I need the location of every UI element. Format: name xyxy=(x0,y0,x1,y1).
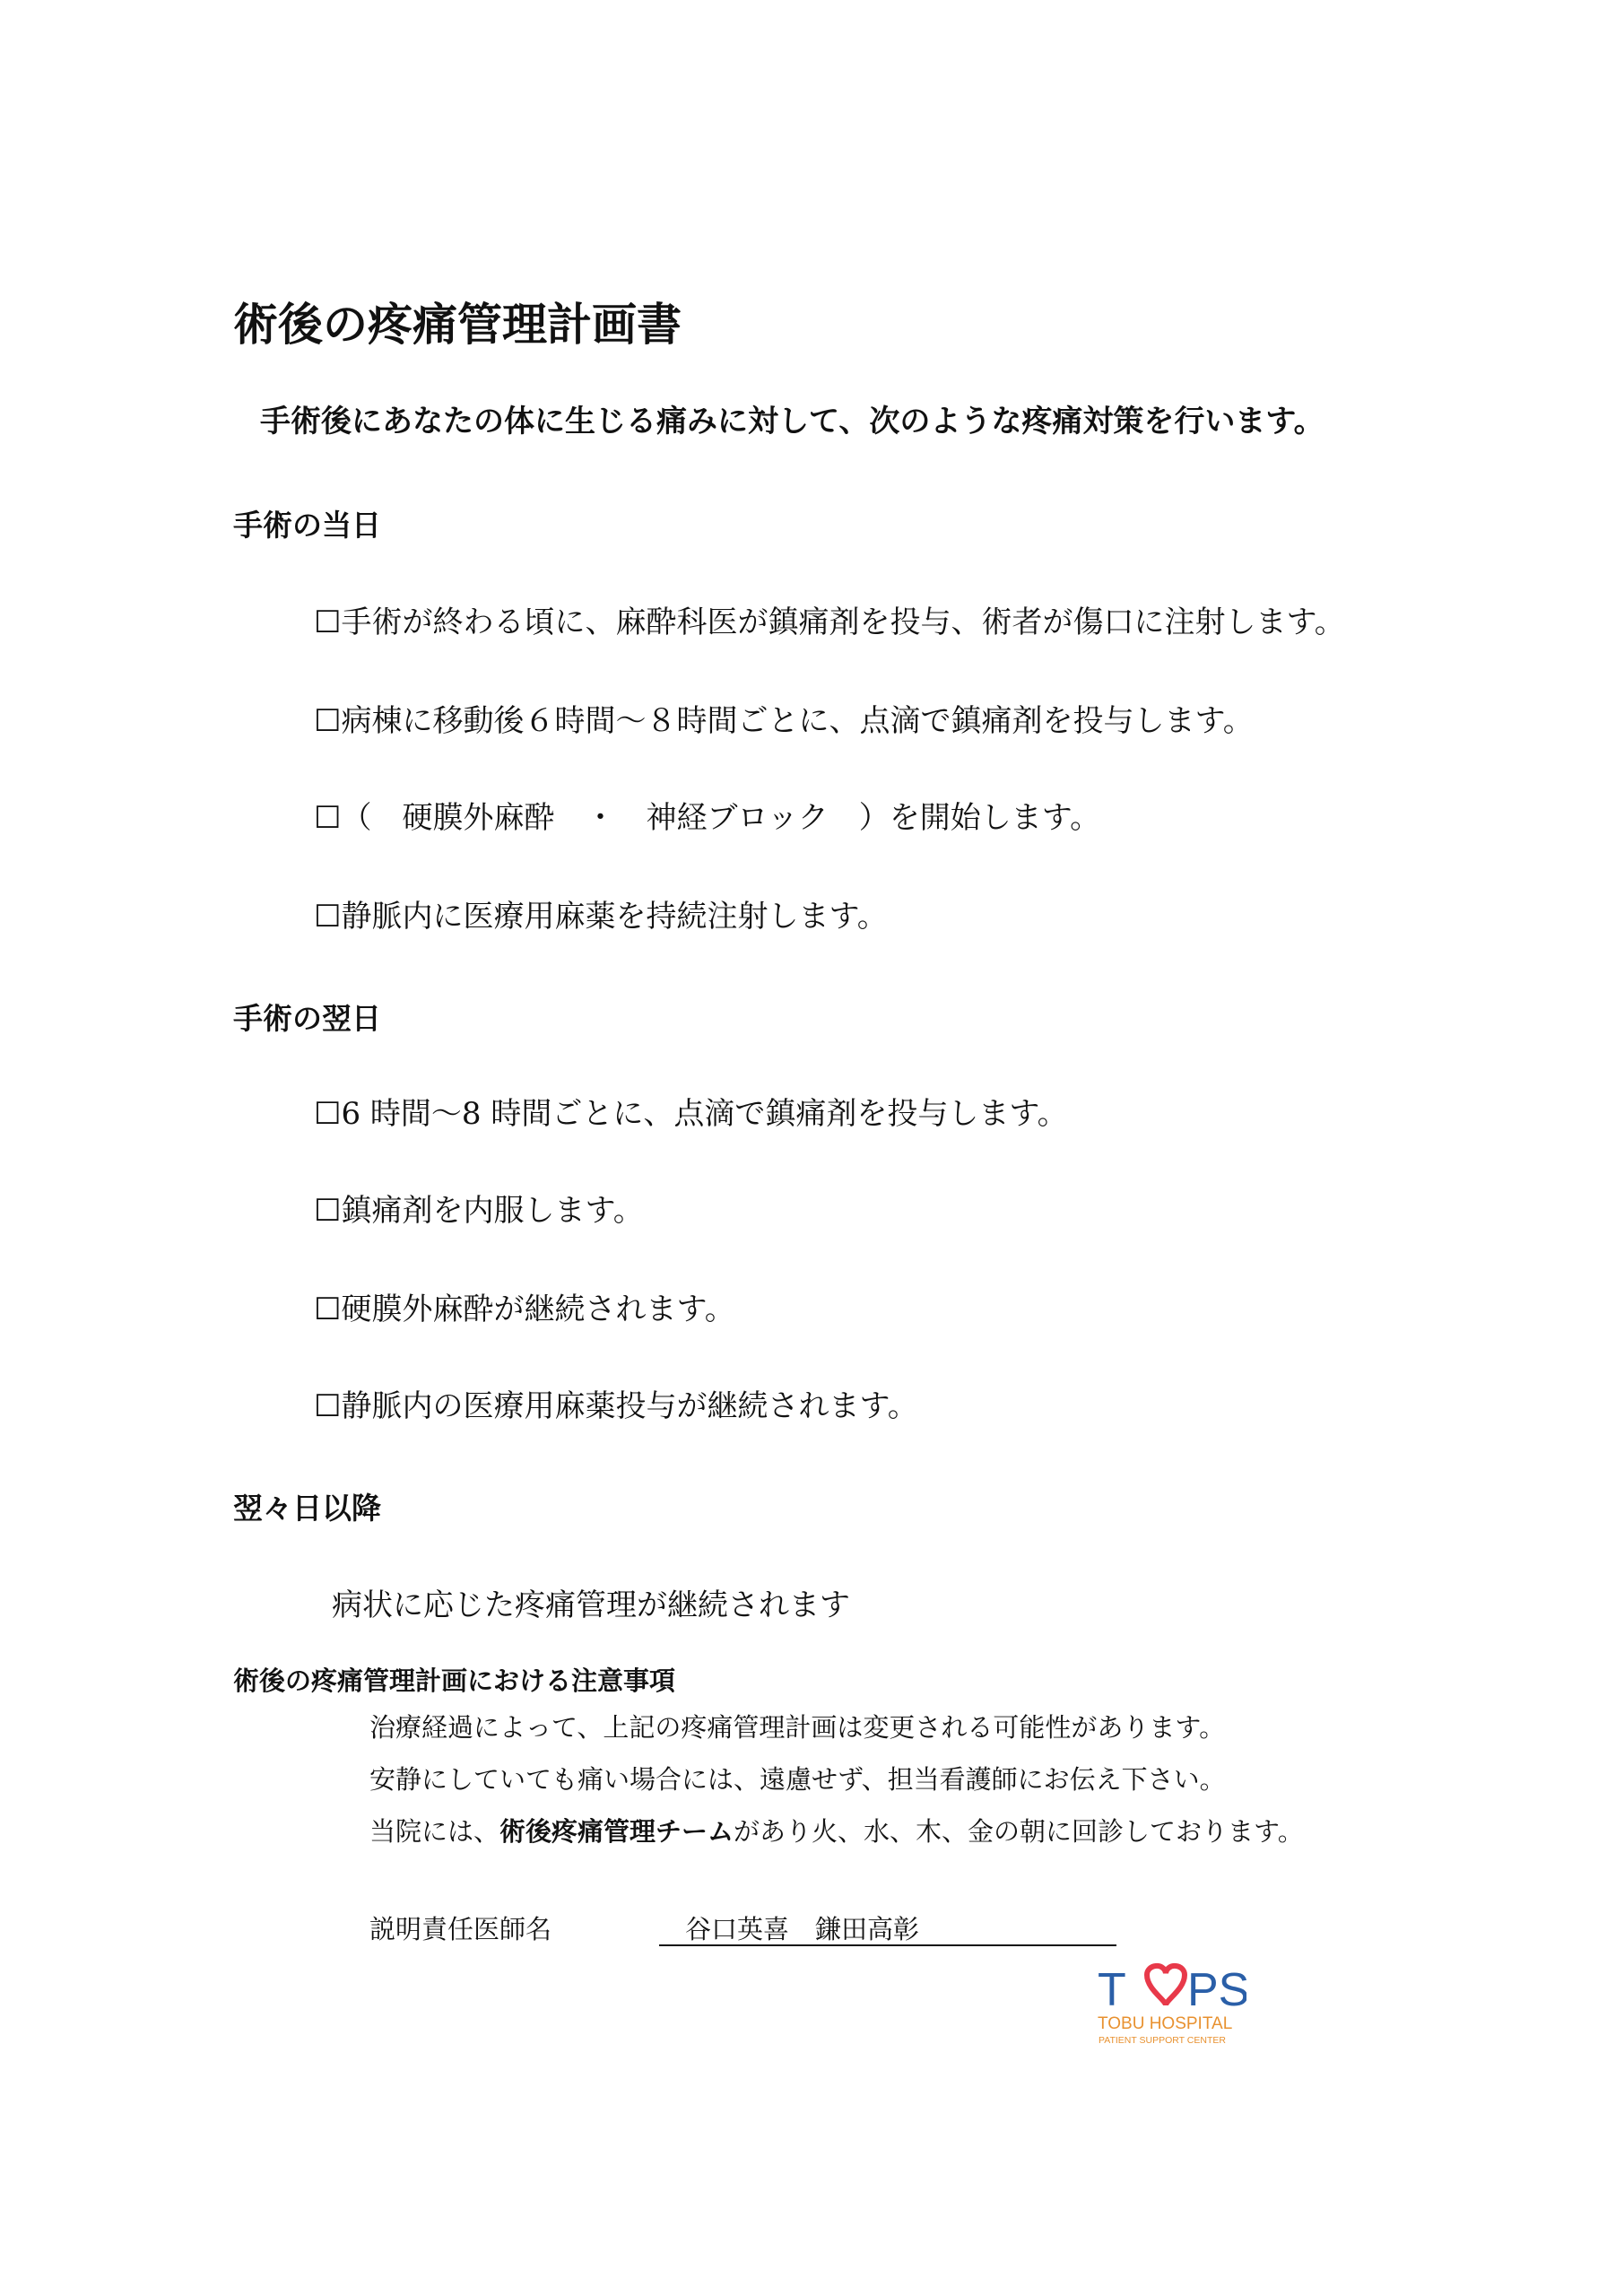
logo-hospital-name: TOBU HOSPITAL xyxy=(1098,2014,1233,2033)
signature-label: 説明責任医師名 xyxy=(369,1914,552,1944)
checkbox-item-label: 鎮痛剤を内服します。 xyxy=(341,1193,644,1229)
checkbox-icon[interactable]: ☐ xyxy=(314,800,342,836)
checkbox-item[interactable] xyxy=(314,793,1100,837)
checkbox-item[interactable] xyxy=(314,891,888,935)
tops-logo xyxy=(1098,1959,1246,2048)
checkbox-item-label: 手術が終わる頃に、麻酔科医が鎮痛剤を投与、術者が傷口に注射します。 xyxy=(341,604,1345,640)
checkbox-icon[interactable]: ☐ xyxy=(314,1292,342,1327)
heart-icon xyxy=(1147,1966,1185,2005)
checkbox-item-label: 病棟に移動後６時間〜８時間ごとに、点滴で鎮痛剤を投与します。 xyxy=(341,703,1254,739)
checkbox-item-label: 静脈内に医療用麻薬を持続注射します。 xyxy=(341,899,888,935)
checkbox-icon[interactable]: ☐ xyxy=(314,703,342,739)
signature-underline xyxy=(659,1944,1116,1946)
note-team-suffix: があり火、水、木、金の朝に回診しております。 xyxy=(734,1816,1304,1847)
signature-names: 谷口英喜 鎌田高彰 xyxy=(685,1914,920,1944)
note-line: 安静にしていても痛い場合には、遠慮せず、担当看護師にお伝え下さい。 xyxy=(369,1764,1226,1795)
logo-center-name: PATIENT SUPPORT CENTER xyxy=(1099,2035,1226,2046)
checkbox-item[interactable] xyxy=(314,597,1345,641)
checkbox-item-label: 硬膜外麻酔が継続されます。 xyxy=(341,1292,735,1327)
checkbox-item[interactable] xyxy=(314,1186,644,1230)
checkbox-item-label: （ 硬膜外麻酔 ・ 神経ブロック ）を開始します。 xyxy=(341,800,1101,836)
note-team-name: 術後疼痛管理チーム xyxy=(499,1816,734,1847)
section-heading-day-after-surgery: 手術の翌日 xyxy=(233,1001,381,1036)
section-heading-day-of-surgery: 手術の当日 xyxy=(233,508,381,543)
checkbox-icon[interactable]: ☐ xyxy=(314,604,342,640)
checkbox-item[interactable] xyxy=(314,1381,918,1425)
note-line: 治療経過によって、上記の疼痛管理計画は変更される可能性があります。 xyxy=(369,1712,1226,1743)
checkbox-item[interactable] xyxy=(314,1284,735,1328)
section-heading-two-days-after: 翌々日以降 xyxy=(233,1491,381,1526)
checkbox-icon[interactable]: ☐ xyxy=(314,899,342,935)
checkbox-icon[interactable]: ☐ xyxy=(314,1193,342,1229)
continued-management-text: 病状に応じた疼痛管理が継続されます xyxy=(332,1587,850,1623)
intro-text: 手術後にあなたの体に生じる痛みに対して、次のような疼痛対策を行います。 xyxy=(260,404,1324,439)
checkbox-item[interactable] xyxy=(314,1089,1068,1133)
checkbox-item[interactable] xyxy=(314,696,1254,740)
checkbox-icon[interactable]: ☐ xyxy=(314,1388,342,1424)
note-line-team xyxy=(369,1812,1304,1848)
tops-logo-graphic xyxy=(1098,1959,1246,2048)
logo-letter-t: T xyxy=(1098,1964,1126,2016)
page-title: 術後の疼痛管理計画書 xyxy=(233,299,682,351)
logo-letters-ps: PS xyxy=(1187,1964,1246,2016)
note-team-prefix: 当院には、 xyxy=(369,1816,500,1847)
checkbox-item-label: 静脈内の医療用麻薬投与が継続されます。 xyxy=(341,1388,918,1424)
checkbox-item-label: 6 時間〜8 時間ごとに、点滴で鎮痛剤を投与します。 xyxy=(341,1096,1068,1132)
notes-heading: 術後の疼痛管理計画における注意事項 xyxy=(233,1665,676,1696)
checkbox-icon[interactable]: ☐ xyxy=(314,1096,342,1132)
